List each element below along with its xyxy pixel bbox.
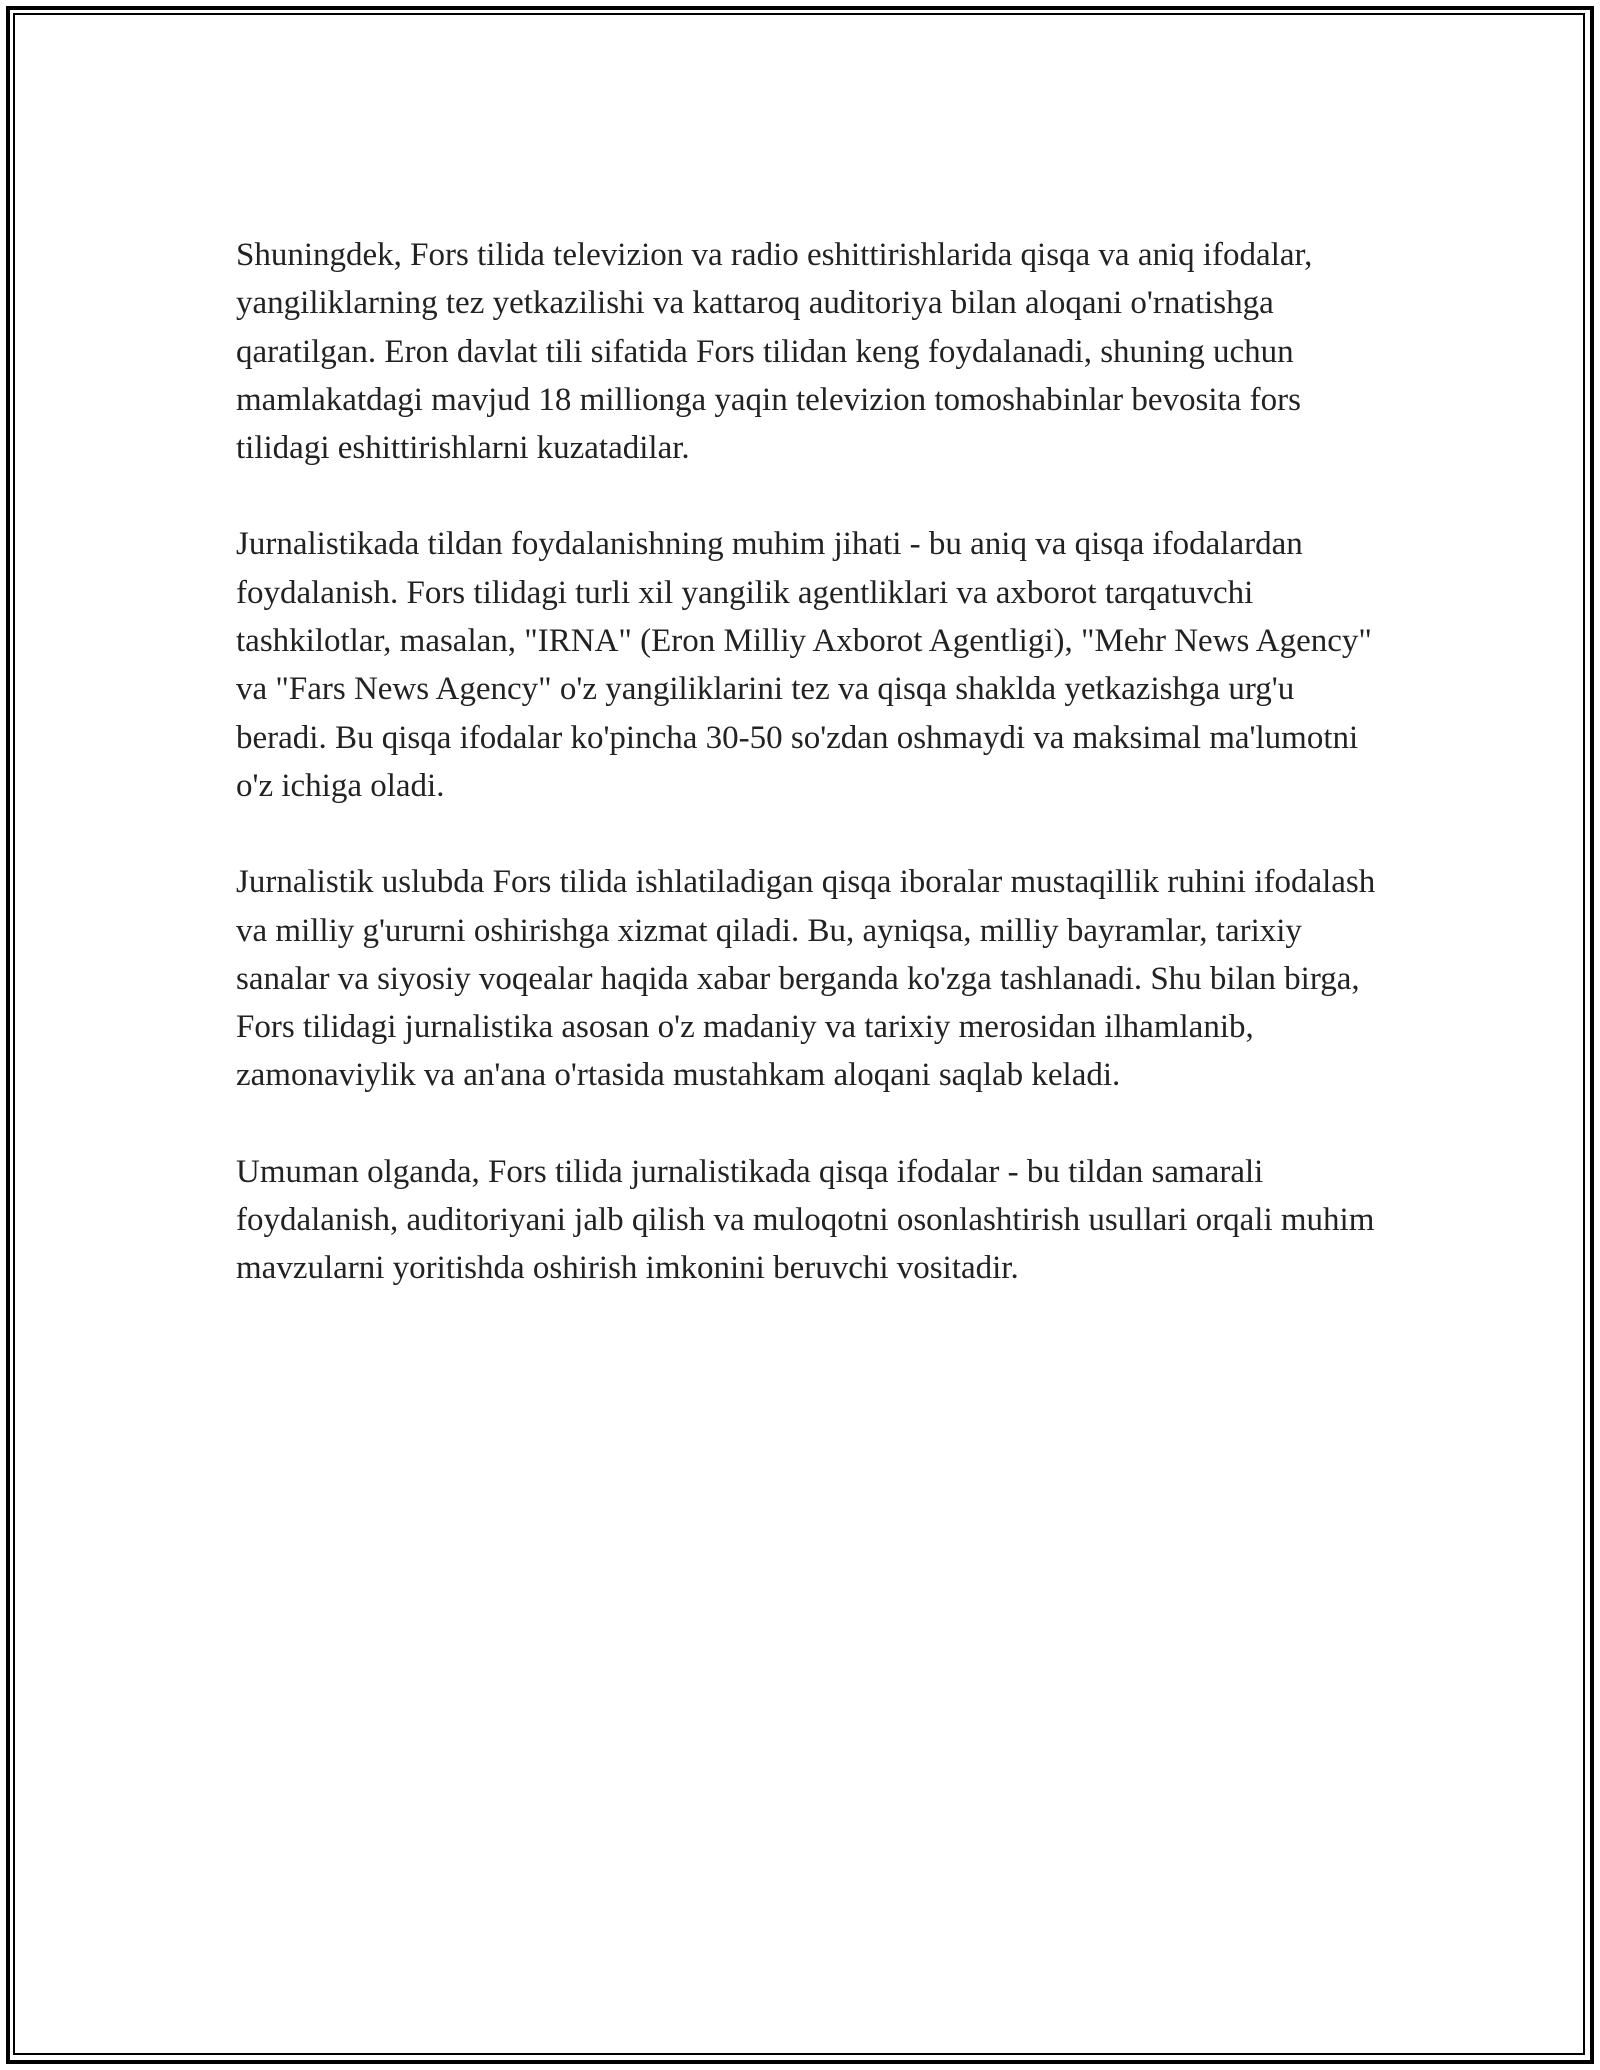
document-body — [236, 231, 1376, 1341]
paragraph-1: Shuningdek, Fors tilida televizion va radio eshittirishlarida qisqa va aniq ifodalar, yangiliklarning tez yetkazilishi va kattaroq auditoriya bilan aloqani o'rnatishga qaratilgan. Eron davlat tili sifatida Fors tilidan keng foydalanadi, shuning uchun mamlakatdagi mavjud 18 millionga yaqin televizion tomoshabinlar bevosita fors tilidagi eshittirishlarni kuzatadilar. — [236, 237, 1313, 467]
paragraph-2: Jurnalistikada tildan foydalanishning muhim jihati - bu aniq va qisqa ifodalardan foydalanish. Fors tilidagi turli xil yangilik agentliklari va axborot tarqatuvchi tashkilotlar, masalan, "IRNA" (Eron Milliy Axborot Agentligi), "Mehr News Agency" va "Fars News Agency" o'z yangiliklarini tez va qisqa shaklda yetkazishga urg'u beradi. Bu qisqa ifodalar ko'pincha 30-50 so'zdan oshmaydi va maksimal ma'lumotni o'z ichiga oladi. — [236, 526, 1372, 804]
paragraph-4: Umuman olganda, Fors tilida jurnalistikada qisqa ifodalar - bu tildan samarali foydalanish, auditoriyani jalb qilish va muloqotni osonlashtirish usullari orqali muhim mavzularni yoritishda oshirish imkonini beruvchi vositadir. — [236, 1153, 1375, 1287]
paragraph-3: Jurnalistik uslubda Fors tilida ishlatiladigan qisqa iboralar mustaqillik ruhini ifodalash va milliy g'ururni oshirishga xizmat qiladi. Bu, ayniqsa, milliy bayramlar, tarixiy sanalar va siyosiy voqealar haqida xabar berganda ko'zga tashlanadi. Shu bilan birga, Fors tilidagi jurnalistika asosan o'z madaniy va tarixiy merosidan ilhamlanib, zamonaviylik va an'ana o'rtasida mustahkam aloqani saqlab keladi. — [236, 864, 1376, 1094]
